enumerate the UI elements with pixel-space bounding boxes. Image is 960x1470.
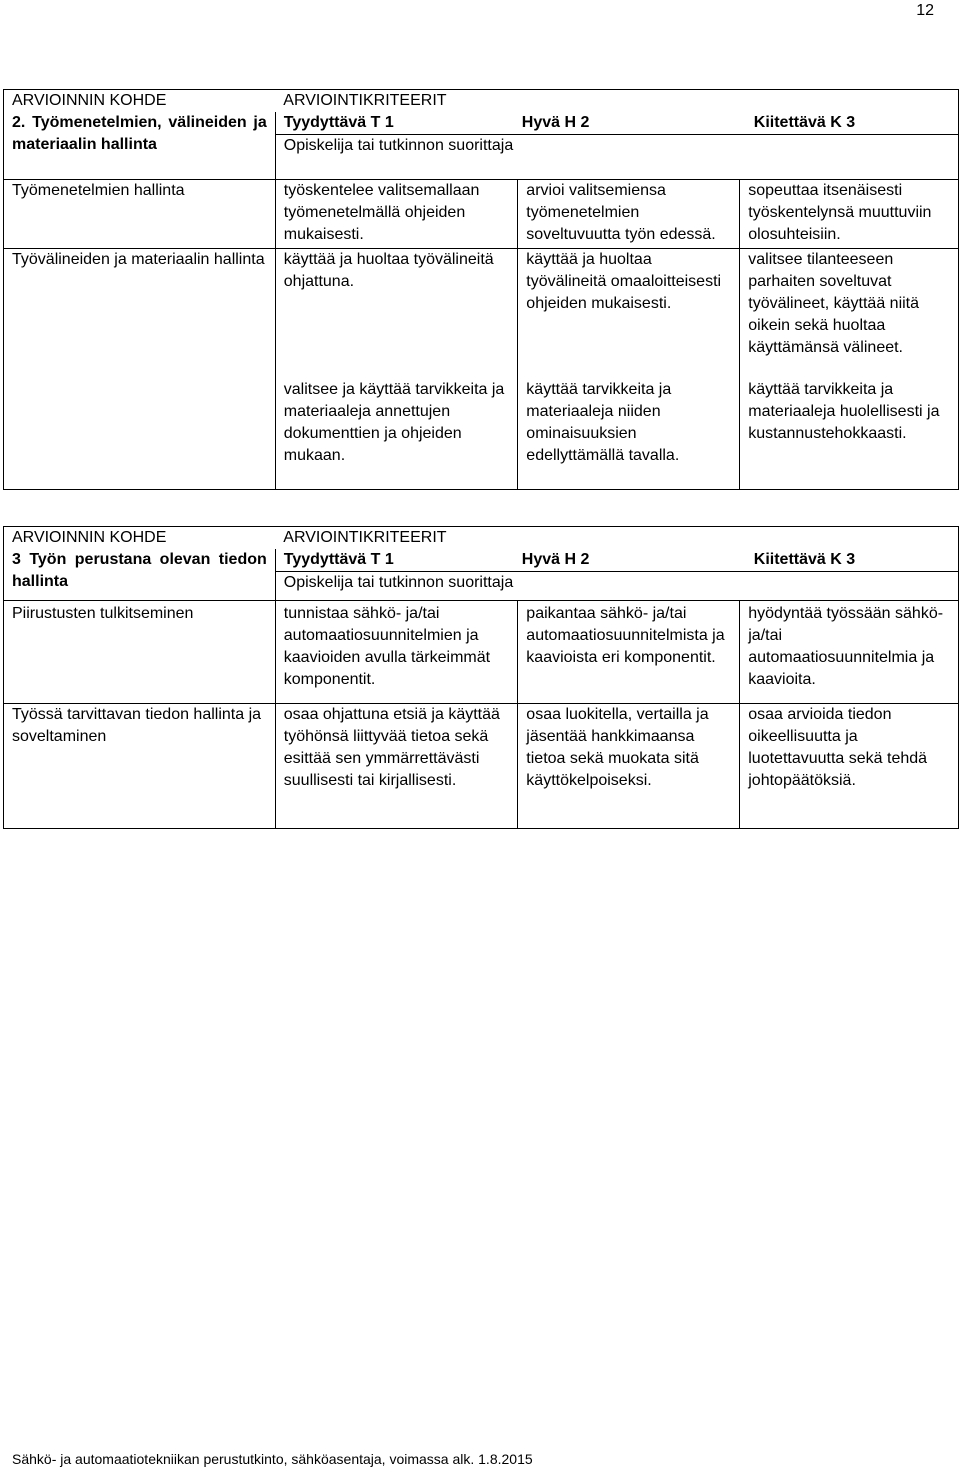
table-header-row <box>4 90 959 113</box>
level-h2: Hyvä H 2 <box>521 114 590 131</box>
grade-levels <box>275 549 958 572</box>
criteria-t1-cell: tunnistaa sähkö- ja/tai automaatiosuunnitelmien ja kaavioiden avulla tärkeimmät komponentit. <box>275 601 518 704</box>
target-cell: Työssä tarvittavan tiedon hallinta ja soveltaminen <box>4 704 276 829</box>
levels-row <box>4 549 959 572</box>
level-t1: Tyydyttävä T 1 <box>283 551 394 568</box>
subject-label: Opiskelija tai tutkinnon suorittaja <box>275 572 958 601</box>
criteria-k3-cell: sopeuttaa itsenäisesti työskentelynsä muuttuviin olosuhteisiin. <box>740 180 959 249</box>
criteria-t1-cell: osaa ohjattuna etsiä ja käyttää työhönsä liittyvää tietoa sekä esittää sen ymmärrettävästi suullisesti tai kirjallisesti. <box>275 704 518 829</box>
level-k3: Kiitettävä K 3 <box>753 114 856 131</box>
level-h2: Hyvä H 2 <box>521 551 590 568</box>
header-target: ARVIOINNIN KOHDE <box>4 527 276 550</box>
criteria-table-information <box>3 526 959 829</box>
levels-row <box>4 112 959 135</box>
criteria-table-work-methods <box>3 89 959 490</box>
criteria-t1-cell: työskentelee valitsemallaan työmenetelmällä ohjeiden mukaisesti. <box>275 180 518 249</box>
target-cell: Työmenetelmien hallinta <box>4 180 276 249</box>
criteria-t1-cell: käyttää ja huoltaa työvälineitä ohjattuna. valitsee ja käyttää tarvikkeita ja materiaaleja annettujen dokumenttien ja ohjeiden mukaan. <box>275 249 518 490</box>
criteria-k3-cell: hyödyntää työssään sähkö- ja/tai automaatiosuunnitelmia ja kaavioita. <box>740 601 959 704</box>
page-footer: Sähkö- ja automaatiotekniikan perustutkinto, sähköasentaja, voimassa alk. 1.8.2015 <box>12 1451 533 1467</box>
level-k3: Kiitettävä K 3 <box>753 551 856 568</box>
table-header-row <box>4 527 959 550</box>
table-row <box>4 601 959 704</box>
grade-levels <box>275 112 958 135</box>
subject-label: Opiskelija tai tutkinnon suorittaja <box>275 135 958 180</box>
criteria-h2-cell: arvioi valitsemiensa työmenetelmien soveltuvuutta työn edessä. <box>518 180 740 249</box>
header-criteria: ARVIOINTIKRITEERIT <box>275 90 958 113</box>
criteria-k3-cell: osaa arvioida tiedon oikeellisuutta ja luotettavuutta sekä tehdä johtopäätöksiä. <box>740 704 959 829</box>
header-criteria: ARVIOINTIKRITEERIT <box>275 527 958 550</box>
page-number: 12 <box>916 2 934 19</box>
target-cell: Piirustusten tulkitseminen <box>4 601 276 704</box>
target-cell: Työvälineiden ja materiaalin hallinta <box>4 249 276 490</box>
table-row <box>4 249 959 490</box>
criteria-h2-cell: paikantaa sähkö- ja/tai automaatiosuunnitelmista ja kaavioista eri komponentit. <box>518 601 740 704</box>
table-row <box>4 180 959 249</box>
table-row <box>4 704 959 829</box>
criteria-k3-cell: valitsee tilanteeseen parhaiten soveltuvat työvälineet, käyttää niitä oikein sekä huoltaa käyttämänsä välineet. käyttää tarvikkeita ja materiaaleja huolellisesti ja kustannustehokkaasti. <box>740 249 959 490</box>
section-title: 2. Työmenetelmien, välineiden ja materiaalin hallinta <box>4 112 276 180</box>
criteria-h2-cell: käyttää ja huoltaa työvälineitä omaaloitteisesti ohjeiden mukaisesti. käyttää tarvikkeita ja materiaaleja niiden ominaisuuksien edellyttämällä tavalla. <box>518 249 740 490</box>
header-target: ARVIOINNIN KOHDE <box>4 90 276 113</box>
level-t1: Tyydyttävä T 1 <box>283 114 394 131</box>
criteria-h2-cell: osaa luokitella, vertailla ja jäsentää hankkimaansa tietoa sekä muokata sitä käyttökelpoiseksi. <box>518 704 740 829</box>
section-title: 3 Työn perustana olevan tiedon hallinta <box>4 549 276 601</box>
